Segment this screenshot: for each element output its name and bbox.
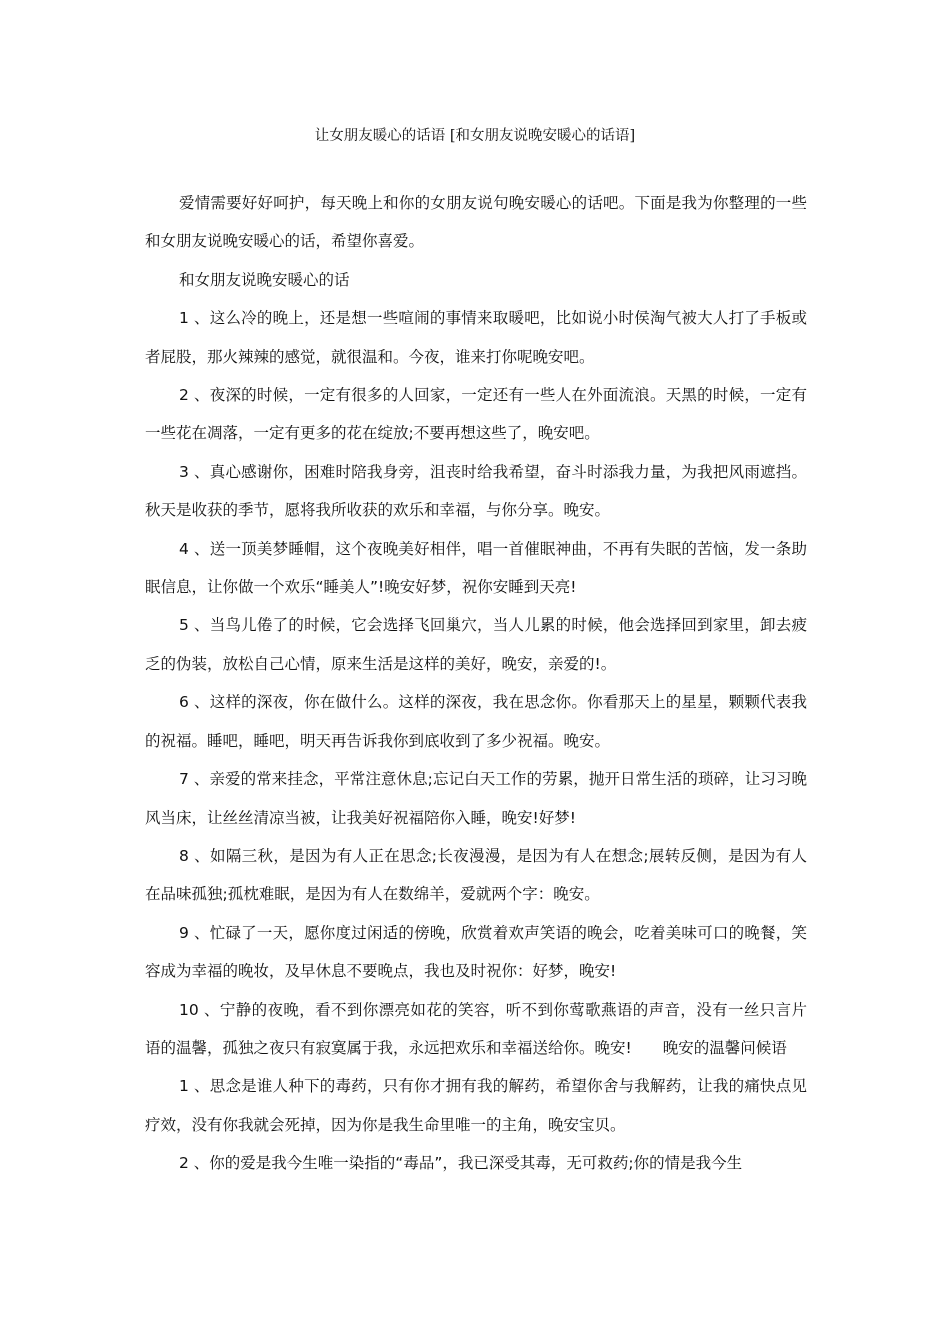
list-item: 10 、宁静的夜晚，看不到你漂亮如花的笑容，听不到你莺歌燕语的声音，没有一丝只言片语的温馨，孤独之夜只有寂寞属于我，永远把欢乐和幸福送给你。晚安! 晚安的温馨问候语 — [145, 1000, 807, 1057]
list-item: 7 、亲爱的常来挂念，平常注意休息;忘记白天工作的劳累，抛开日常生活的琐碎，让习习晚风当床，让丝丝清凉当被，让我美好祝福陪你入睡，晚安!好梦! — [145, 770, 807, 827]
list-item: 9 、忙碌了一天，愿你度过闲适的傍晚，欣赏着欢声笑语的晚会，吃着美味可口的晚餐，笑容成为幸福的晚妆，及早休息不要晚点，我也及时祝你：好梦，晚安! — [145, 923, 807, 981]
list-item: 3 、真心感谢你，困难时陪我身旁，沮丧时给我希望，奋斗时添我力量，为我把风雨遮挡。秋天是收获的季节，愿将我所收获的欢乐和幸福，与你分享。晚安。 — [145, 462, 807, 520]
list-item: 2 、夜深的时候，一定有很多的人回家，一定还有一些人在外面流浪。天黑的时候，一定有一些花在凋落，一定有更多的花在绽放;不要再想这些了，晚安吧。 — [145, 386, 807, 443]
list-item: 1 、这么冷的晚上，还是想一些喧闹的事情来取暖吧，比如说小时侯淘气被大人打了手板或者屁股，那火辣辣的感觉，就很温和。今夜，谁来打你呢晚安吧。 — [145, 309, 807, 366]
document-body — [145, 184, 807, 1183]
list-item: 5 、当鸟儿倦了的时候，它会选择飞回巢穴，当人儿累的时候，他会选择回到家里，卸去疲乏的伪装，放松自己心情，原来生活是这样的美好，晚安，亲爱的!。 — [145, 616, 807, 673]
document-title: 让女朋友暖心的话语 [和女朋友说晚安暖心的话语] — [314, 128, 636, 144]
intro-paragraph: 爱情需要好好呵护，每天晚上和你的女朋友说句晚安暖心的话吧。下面是我为你整理的一些和女朋友说晚安暖心的话，希望你喜爱。 — [145, 194, 807, 251]
list-item: 2 、你的爱是我今生唯一染指的“毒品”，我已深受其毒，无可救药;你的情是我今生 — [179, 1154, 743, 1173]
list-item: 4 、送一顶美梦睡帽，这个夜晚美好相伴，唱一首催眠神曲，不再有失眠的苦恼，发一条助眠信息，让你做一个欢乐“睡美人”!晚安好梦，祝你安睡到天亮! — [145, 539, 807, 597]
list-item: 8 、如隔三秋，是因为有人正在思念;长夜漫漫，是因为有人在想念;展转反侧，是因为有人在品味孤独;孤枕难眠，是因为有人在数绵羊，爱就两个字：晚安。 — [145, 846, 807, 904]
section-heading: 和女朋友说晚安暖心的话 — [179, 270, 350, 289]
list-item: 1 、思念是谁人种下的毒药，只有你才拥有我的解药，希望你舍与我解药，让我的痛快点见疗效，没有你我就会死掉，因为你是我生命里唯一的主角，晚安宝贝。 — [145, 1077, 807, 1134]
list-item: 6 、这样的深夜，你在做什么。这样的深夜，我在思念你。你看那天上的星星，颗颗代表我的祝福。睡吧，睡吧，明天再告诉我你到底收到了多少祝福。晚安。 — [145, 693, 807, 750]
